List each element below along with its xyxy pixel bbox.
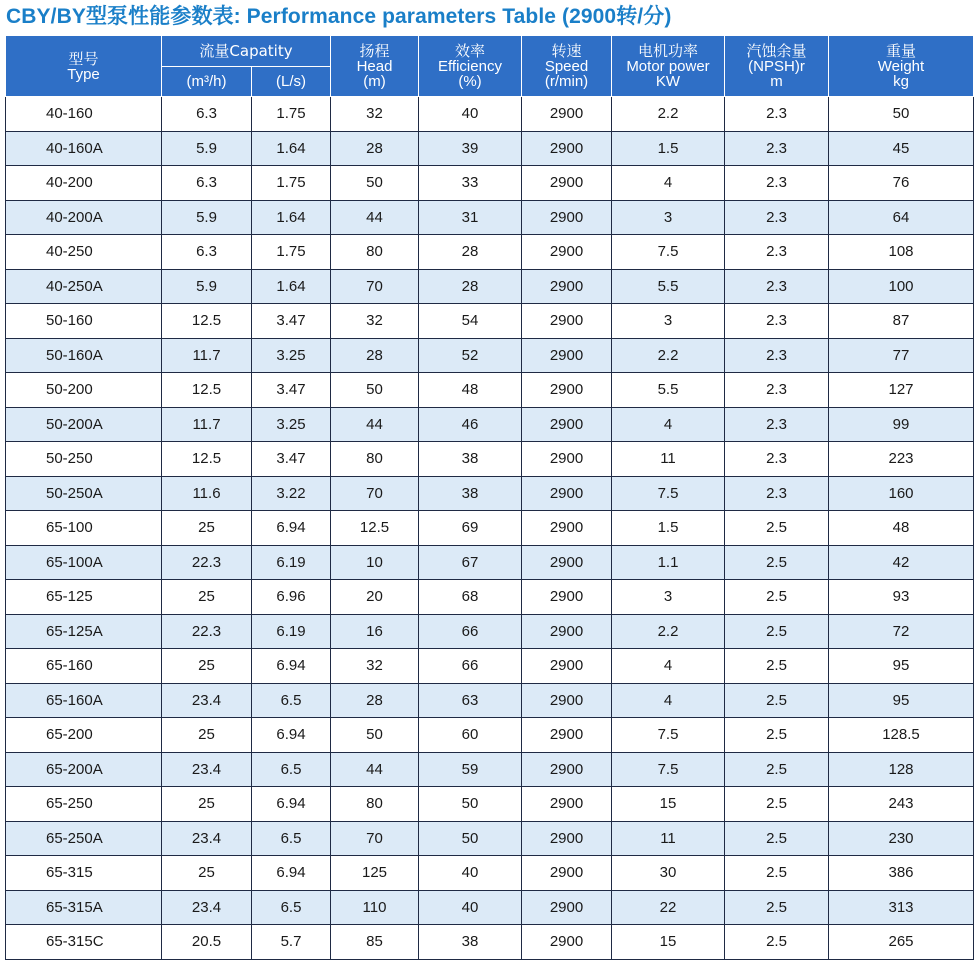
cell-efficiency: 63 bbox=[419, 683, 522, 718]
cell-capacity-m3h: 6.3 bbox=[162, 97, 252, 132]
cell-type: 65-250 bbox=[6, 787, 162, 822]
header-npsh-unit: m bbox=[770, 73, 783, 90]
cell-motor-power: 1.5 bbox=[612, 131, 725, 166]
header-head-zh: 扬程 bbox=[359, 42, 390, 60]
cell-efficiency: 46 bbox=[419, 407, 522, 442]
header-motor-power-en: Motor power bbox=[626, 58, 710, 75]
cell-speed: 2900 bbox=[522, 166, 612, 201]
cell-capacity-ls: 1.64 bbox=[252, 200, 331, 235]
table-row bbox=[6, 718, 974, 753]
table-row bbox=[6, 304, 974, 339]
cell-capacity-ls: 6.94 bbox=[252, 856, 331, 891]
header-motor-power-zh: 电机功率 bbox=[637, 42, 698, 60]
cell-capacity-ls: 6.5 bbox=[252, 821, 331, 856]
cell-head: 50 bbox=[331, 166, 419, 201]
cell-weight: 223 bbox=[829, 442, 974, 477]
header-speed-unit: (r/min) bbox=[544, 73, 589, 90]
cell-npsh: 2.5 bbox=[725, 821, 829, 856]
cell-capacity-ls: 6.94 bbox=[252, 718, 331, 753]
cell-efficiency: 50 bbox=[419, 821, 522, 856]
cell-efficiency: 67 bbox=[419, 545, 522, 580]
cell-motor-power: 1.5 bbox=[612, 511, 725, 546]
cell-npsh: 2.5 bbox=[725, 718, 829, 753]
cell-motor-power: 3 bbox=[612, 200, 725, 235]
table-row bbox=[6, 407, 974, 442]
cell-motor-power: 4 bbox=[612, 166, 725, 201]
cell-speed: 2900 bbox=[522, 787, 612, 822]
table-row bbox=[6, 683, 974, 718]
header-capacity-m3h bbox=[162, 67, 252, 97]
cell-npsh: 2.3 bbox=[725, 269, 829, 304]
cell-weight: 243 bbox=[829, 787, 974, 822]
cell-speed: 2900 bbox=[522, 511, 612, 546]
table-row bbox=[6, 97, 974, 132]
cell-npsh: 2.5 bbox=[725, 511, 829, 546]
cell-capacity-m3h: 6.3 bbox=[162, 235, 252, 270]
header-head bbox=[331, 36, 419, 97]
cell-head: 80 bbox=[331, 235, 419, 270]
table-row bbox=[6, 925, 974, 960]
cell-motor-power: 7.5 bbox=[612, 476, 725, 511]
cell-capacity-m3h: 11.7 bbox=[162, 407, 252, 442]
cell-weight: 95 bbox=[829, 649, 974, 684]
header-npsh bbox=[725, 36, 829, 97]
cell-capacity-m3h: 25 bbox=[162, 580, 252, 615]
cell-npsh: 2.5 bbox=[725, 856, 829, 891]
header-efficiency-en: Efficiency bbox=[438, 58, 502, 75]
cell-type: 65-315C bbox=[6, 925, 162, 960]
cell-motor-power: 30 bbox=[612, 856, 725, 891]
cell-capacity-ls: 6.96 bbox=[252, 580, 331, 615]
header-capacity-unit-ls: (L/s) bbox=[276, 72, 306, 90]
header-efficiency-unit: (%) bbox=[458, 73, 482, 90]
cell-head: 32 bbox=[331, 649, 419, 684]
cell-npsh: 2.5 bbox=[725, 890, 829, 925]
cell-type: 40-200 bbox=[6, 166, 162, 201]
header-type-en: Type bbox=[67, 65, 100, 83]
cell-efficiency: 68 bbox=[419, 580, 522, 615]
cell-speed: 2900 bbox=[522, 476, 612, 511]
cell-motor-power: 15 bbox=[612, 925, 725, 960]
table-row bbox=[6, 614, 974, 649]
table-row bbox=[6, 131, 974, 166]
cell-capacity-ls: 6.5 bbox=[252, 890, 331, 925]
cell-speed: 2900 bbox=[522, 890, 612, 925]
cell-efficiency: 69 bbox=[419, 511, 522, 546]
table-row bbox=[6, 787, 974, 822]
table-row bbox=[6, 269, 974, 304]
header-row-top bbox=[6, 36, 974, 67]
cell-type: 65-250A bbox=[6, 821, 162, 856]
cell-npsh: 2.5 bbox=[725, 752, 829, 787]
cell-type: 65-100 bbox=[6, 511, 162, 546]
cell-type: 50-250 bbox=[6, 442, 162, 477]
cell-capacity-ls: 3.47 bbox=[252, 304, 331, 339]
header-weight-en: Weight bbox=[877, 58, 925, 75]
cell-capacity-m3h: 12.5 bbox=[162, 304, 252, 339]
cell-weight: 230 bbox=[829, 821, 974, 856]
cell-head: 70 bbox=[331, 269, 419, 304]
cell-efficiency: 38 bbox=[419, 476, 522, 511]
header-speed bbox=[522, 36, 612, 97]
cell-head: 70 bbox=[331, 821, 419, 856]
cell-npsh: 2.5 bbox=[725, 649, 829, 684]
cell-head: 32 bbox=[331, 304, 419, 339]
cell-type: 65-200A bbox=[6, 752, 162, 787]
cell-npsh: 2.3 bbox=[725, 235, 829, 270]
cell-head: 50 bbox=[331, 373, 419, 408]
cell-capacity-ls: 1.75 bbox=[252, 235, 331, 270]
cell-motor-power: 7.5 bbox=[612, 718, 725, 753]
cell-motor-power: 2.2 bbox=[612, 97, 725, 132]
cell-type: 65-160A bbox=[6, 683, 162, 718]
header-type-zh: 型号 bbox=[68, 49, 99, 68]
cell-npsh: 2.5 bbox=[725, 614, 829, 649]
table-body bbox=[6, 97, 974, 960]
cell-capacity-m3h: 23.4 bbox=[162, 821, 252, 856]
cell-head: 28 bbox=[331, 338, 419, 373]
cell-speed: 2900 bbox=[522, 683, 612, 718]
cell-efficiency: 60 bbox=[419, 718, 522, 753]
cell-capacity-ls: 3.47 bbox=[252, 373, 331, 408]
cell-npsh: 2.3 bbox=[725, 166, 829, 201]
cell-motor-power: 11 bbox=[612, 442, 725, 477]
cell-capacity-ls: 6.19 bbox=[252, 614, 331, 649]
cell-speed: 2900 bbox=[522, 545, 612, 580]
cell-capacity-m3h: 23.4 bbox=[162, 683, 252, 718]
cell-head: 125 bbox=[331, 856, 419, 891]
header-efficiency bbox=[419, 36, 522, 97]
table-row bbox=[6, 200, 974, 235]
cell-efficiency: 38 bbox=[419, 442, 522, 477]
header-weight bbox=[829, 36, 974, 97]
header-speed-en: Speed bbox=[544, 58, 589, 75]
cell-capacity-m3h: 11.6 bbox=[162, 476, 252, 511]
cell-type: 65-315A bbox=[6, 890, 162, 925]
cell-capacity-m3h: 12.5 bbox=[162, 373, 252, 408]
header-npsh-zh: 汽蚀余量 bbox=[746, 42, 807, 60]
table-row bbox=[6, 476, 974, 511]
page-title: CBY/BY型泵性能参数表: Performance parameters Table (2900转/分) bbox=[6, 5, 672, 28]
cell-head: 80 bbox=[331, 787, 419, 822]
cell-speed: 2900 bbox=[522, 407, 612, 442]
cell-motor-power: 3 bbox=[612, 580, 725, 615]
table-row bbox=[6, 890, 974, 925]
cell-type: 65-315 bbox=[6, 856, 162, 891]
cell-type: 65-160 bbox=[6, 649, 162, 684]
cell-speed: 2900 bbox=[522, 338, 612, 373]
cell-speed: 2900 bbox=[522, 752, 612, 787]
cell-npsh: 2.3 bbox=[725, 200, 829, 235]
cell-weight: 127 bbox=[829, 373, 974, 408]
header-motor-power-unit: KW bbox=[655, 73, 681, 90]
cell-type: 40-160A bbox=[6, 131, 162, 166]
cell-efficiency: 28 bbox=[419, 269, 522, 304]
cell-head: 32 bbox=[331, 97, 419, 132]
cell-weight: 64 bbox=[829, 200, 974, 235]
cell-capacity-m3h: 11.7 bbox=[162, 338, 252, 373]
table-row bbox=[6, 821, 974, 856]
header-capacity-label: 流量Capatity bbox=[199, 42, 293, 60]
cell-capacity-m3h: 25 bbox=[162, 511, 252, 546]
cell-speed: 2900 bbox=[522, 649, 612, 684]
cell-weight: 45 bbox=[829, 131, 974, 166]
cell-motor-power: 11 bbox=[612, 821, 725, 856]
cell-npsh: 2.3 bbox=[725, 304, 829, 339]
cell-motor-power: 1.1 bbox=[612, 545, 725, 580]
cell-npsh: 2.3 bbox=[725, 407, 829, 442]
cell-capacity-m3h: 5.9 bbox=[162, 200, 252, 235]
cell-head: 28 bbox=[331, 683, 419, 718]
cell-npsh: 2.5 bbox=[725, 580, 829, 615]
cell-capacity-m3h: 5.9 bbox=[162, 131, 252, 166]
cell-speed: 2900 bbox=[522, 97, 612, 132]
cell-capacity-ls: 6.5 bbox=[252, 752, 331, 787]
header-efficiency-zh: 效率 bbox=[454, 42, 485, 60]
cell-speed: 2900 bbox=[522, 442, 612, 477]
cell-npsh: 2.3 bbox=[725, 97, 829, 132]
cell-head: 70 bbox=[331, 476, 419, 511]
header-speed-zh: 转速 bbox=[551, 42, 582, 60]
cell-efficiency: 54 bbox=[419, 304, 522, 339]
cell-capacity-m3h: 20.5 bbox=[162, 925, 252, 960]
cell-type: 65-125A bbox=[6, 614, 162, 649]
cell-speed: 2900 bbox=[522, 718, 612, 753]
table-row bbox=[6, 373, 974, 408]
cell-capacity-ls: 6.5 bbox=[252, 683, 331, 718]
cell-speed: 2900 bbox=[522, 821, 612, 856]
table-row bbox=[6, 338, 974, 373]
cell-npsh: 2.5 bbox=[725, 925, 829, 960]
cell-efficiency: 66 bbox=[419, 649, 522, 684]
cell-capacity-ls: 6.19 bbox=[252, 545, 331, 580]
cell-capacity-m3h: 25 bbox=[162, 649, 252, 684]
cell-npsh: 2.3 bbox=[725, 442, 829, 477]
cell-speed: 2900 bbox=[522, 925, 612, 960]
table-row bbox=[6, 752, 974, 787]
cell-type: 40-250 bbox=[6, 235, 162, 270]
table-row bbox=[6, 511, 974, 546]
cell-capacity-m3h: 22.3 bbox=[162, 614, 252, 649]
cell-capacity-ls: 3.22 bbox=[252, 476, 331, 511]
cell-npsh: 2.3 bbox=[725, 338, 829, 373]
cell-npsh: 2.5 bbox=[725, 545, 829, 580]
header-capacity-unit-m3h: (m³/h) bbox=[186, 72, 227, 90]
table-row bbox=[6, 649, 974, 684]
cell-type: 50-250A bbox=[6, 476, 162, 511]
cell-efficiency: 28 bbox=[419, 235, 522, 270]
cell-speed: 2900 bbox=[522, 856, 612, 891]
cell-weight: 48 bbox=[829, 511, 974, 546]
cell-capacity-ls: 1.64 bbox=[252, 131, 331, 166]
cell-efficiency: 40 bbox=[419, 890, 522, 925]
cell-capacity-ls: 6.94 bbox=[252, 787, 331, 822]
cell-capacity-ls: 6.94 bbox=[252, 511, 331, 546]
performance-table bbox=[5, 35, 974, 960]
header-weight-unit: kg bbox=[893, 73, 909, 90]
cell-capacity-m3h: 22.3 bbox=[162, 545, 252, 580]
cell-speed: 2900 bbox=[522, 235, 612, 270]
cell-weight: 42 bbox=[829, 545, 974, 580]
cell-efficiency: 33 bbox=[419, 166, 522, 201]
cell-weight: 99 bbox=[829, 407, 974, 442]
cell-speed: 2900 bbox=[522, 269, 612, 304]
cell-head: 10 bbox=[331, 545, 419, 580]
cell-motor-power: 15 bbox=[612, 787, 725, 822]
table-row bbox=[6, 545, 974, 580]
cell-type: 50-200 bbox=[6, 373, 162, 408]
cell-motor-power: 4 bbox=[612, 649, 725, 684]
cell-speed: 2900 bbox=[522, 304, 612, 339]
cell-efficiency: 39 bbox=[419, 131, 522, 166]
cell-efficiency: 38 bbox=[419, 925, 522, 960]
cell-npsh: 2.3 bbox=[725, 476, 829, 511]
cell-speed: 2900 bbox=[522, 614, 612, 649]
cell-capacity-m3h: 25 bbox=[162, 787, 252, 822]
cell-capacity-ls: 1.64 bbox=[252, 269, 331, 304]
cell-head: 20 bbox=[331, 580, 419, 615]
cell-head: 16 bbox=[331, 614, 419, 649]
header-head-unit: (m) bbox=[363, 73, 386, 90]
cell-weight: 50 bbox=[829, 97, 974, 132]
cell-type: 40-200A bbox=[6, 200, 162, 235]
cell-capacity-m3h: 6.3 bbox=[162, 166, 252, 201]
cell-capacity-ls: 6.94 bbox=[252, 649, 331, 684]
cell-motor-power: 4 bbox=[612, 683, 725, 718]
cell-motor-power: 5.5 bbox=[612, 269, 725, 304]
cell-head: 44 bbox=[331, 200, 419, 235]
cell-weight: 87 bbox=[829, 304, 974, 339]
cell-efficiency: 48 bbox=[419, 373, 522, 408]
cell-motor-power: 5.5 bbox=[612, 373, 725, 408]
cell-efficiency: 40 bbox=[419, 856, 522, 891]
cell-efficiency: 31 bbox=[419, 200, 522, 235]
cell-npsh: 2.5 bbox=[725, 683, 829, 718]
cell-head: 44 bbox=[331, 752, 419, 787]
cell-capacity-ls: 3.25 bbox=[252, 338, 331, 373]
cell-speed: 2900 bbox=[522, 373, 612, 408]
cell-efficiency: 50 bbox=[419, 787, 522, 822]
cell-type: 50-160 bbox=[6, 304, 162, 339]
cell-speed: 2900 bbox=[522, 580, 612, 615]
cell-capacity-m3h: 25 bbox=[162, 856, 252, 891]
cell-motor-power: 7.5 bbox=[612, 235, 725, 270]
cell-head: 50 bbox=[331, 718, 419, 753]
header-type bbox=[6, 36, 162, 97]
cell-motor-power: 22 bbox=[612, 890, 725, 925]
cell-npsh: 2.3 bbox=[725, 131, 829, 166]
cell-head: 12.5 bbox=[331, 511, 419, 546]
cell-motor-power: 2.2 bbox=[612, 338, 725, 373]
cell-weight: 100 bbox=[829, 269, 974, 304]
cell-type: 50-200A bbox=[6, 407, 162, 442]
cell-capacity-ls: 3.25 bbox=[252, 407, 331, 442]
header-weight-zh: 重量 bbox=[885, 42, 916, 60]
cell-weight: 76 bbox=[829, 166, 974, 201]
cell-speed: 2900 bbox=[522, 200, 612, 235]
cell-motor-power: 2.2 bbox=[612, 614, 725, 649]
cell-weight: 108 bbox=[829, 235, 974, 270]
cell-motor-power: 3 bbox=[612, 304, 725, 339]
cell-weight: 93 bbox=[829, 580, 974, 615]
cell-capacity-ls: 1.75 bbox=[252, 97, 331, 132]
cell-efficiency: 66 bbox=[419, 614, 522, 649]
cell-weight: 386 bbox=[829, 856, 974, 891]
cell-capacity-m3h: 23.4 bbox=[162, 890, 252, 925]
cell-type: 40-250A bbox=[6, 269, 162, 304]
table-row bbox=[6, 235, 974, 270]
cell-weight: 128 bbox=[829, 752, 974, 787]
cell-type: 50-160A bbox=[6, 338, 162, 373]
header-npsh-en: (NPSH)r bbox=[748, 58, 805, 75]
cell-npsh: 2.5 bbox=[725, 787, 829, 822]
header-capacity-ls bbox=[252, 67, 331, 97]
cell-weight: 265 bbox=[829, 925, 974, 960]
table-row bbox=[6, 166, 974, 201]
cell-capacity-m3h: 5.9 bbox=[162, 269, 252, 304]
cell-capacity-m3h: 12.5 bbox=[162, 442, 252, 477]
cell-weight: 95 bbox=[829, 683, 974, 718]
cell-capacity-ls: 5.7 bbox=[252, 925, 331, 960]
cell-motor-power: 7.5 bbox=[612, 752, 725, 787]
cell-head: 110 bbox=[331, 890, 419, 925]
table-row bbox=[6, 580, 974, 615]
cell-efficiency: 52 bbox=[419, 338, 522, 373]
cell-efficiency: 59 bbox=[419, 752, 522, 787]
cell-weight: 77 bbox=[829, 338, 974, 373]
cell-weight: 313 bbox=[829, 890, 974, 925]
cell-capacity-m3h: 23.4 bbox=[162, 752, 252, 787]
cell-type: 65-125 bbox=[6, 580, 162, 615]
cell-npsh: 2.3 bbox=[725, 373, 829, 408]
header-head-en: Head bbox=[356, 58, 393, 75]
cell-type: 65-200 bbox=[6, 718, 162, 753]
header-capacity bbox=[162, 36, 331, 67]
cell-capacity-ls: 3.47 bbox=[252, 442, 331, 477]
cell-type: 65-100A bbox=[6, 545, 162, 580]
cell-head: 44 bbox=[331, 407, 419, 442]
cell-head: 85 bbox=[331, 925, 419, 960]
cell-weight: 72 bbox=[829, 614, 974, 649]
cell-head: 28 bbox=[331, 131, 419, 166]
cell-efficiency: 40 bbox=[419, 97, 522, 132]
table-row bbox=[6, 442, 974, 477]
cell-head: 80 bbox=[331, 442, 419, 477]
header-motor-power bbox=[612, 36, 725, 97]
cell-capacity-ls: 1.75 bbox=[252, 166, 331, 201]
cell-weight: 160 bbox=[829, 476, 974, 511]
cell-motor-power: 4 bbox=[612, 407, 725, 442]
cell-type: 40-160 bbox=[6, 97, 162, 132]
cell-speed: 2900 bbox=[522, 131, 612, 166]
cell-capacity-m3h: 25 bbox=[162, 718, 252, 753]
cell-weight: 128.5 bbox=[829, 718, 974, 753]
table-row bbox=[6, 856, 974, 891]
